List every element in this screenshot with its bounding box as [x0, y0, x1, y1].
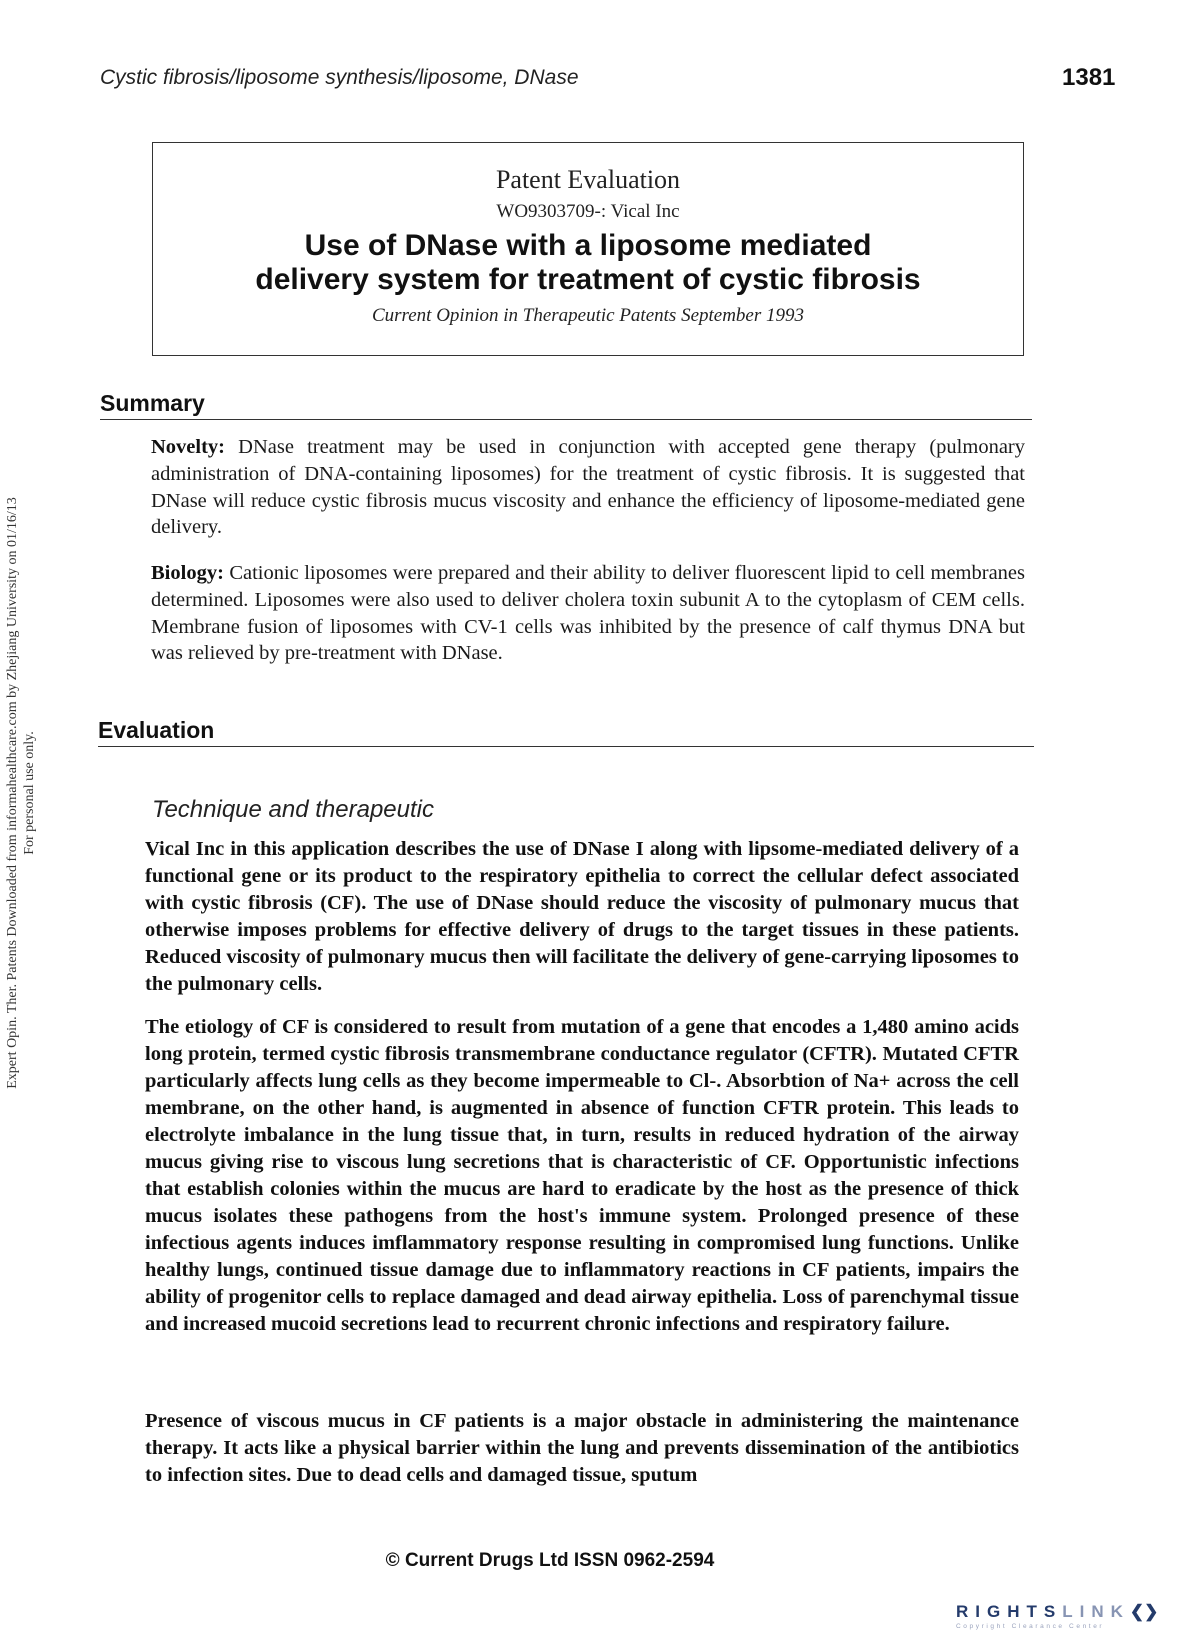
rightslink-wordmark: [956, 1602, 1178, 1622]
evaluation-paragraph-3: Presence of viscous mucus in CF patients is a major obstacle in administering the maintenance therapy. It acts like a physical barrier within the lung and prevents dissemination of the antibiotics to infection sites. Due to dead cells and damaged tissue, sputum: [145, 1410, 1019, 1486]
rightslink-logo: [956, 1602, 1178, 1640]
evaluation-paragraph-1: Vical Inc in this application describes the use of DNase I along with lipsome-mediated delivery of a functional gene or its product to the respiratory epithelia to correct the cellular defect associated with cystic fibrosis (CF). The use of DNase should reduce the viscosity of pulmonary mucus that otherwise imposes problems for effective delivery of drugs to the target tissues in these patients. Reduced viscosity of pulmonary mucus then will facilitate the delivery of gene-carrying liposomes to the pulmonary cells.: [145, 838, 1020, 995]
running-head: Cystic fibrosis/liposome synthesis/liposome, DNase: [100, 66, 579, 89]
novelty-label: Novelty:: [151, 436, 226, 458]
page-number: 1381: [1062, 64, 1116, 91]
technique-subheading: Technique and therapeutic: [152, 796, 434, 823]
box-label: Patent Evaluation: [495, 165, 681, 194]
rightslink-tagline: Copyright Clearance Center: [956, 1623, 1105, 1630]
download-side-note: [4, 393, 38, 1193]
side-note-line-2: For personal use only.: [22, 731, 37, 855]
article-title: [153, 229, 1023, 297]
article-title-line-2: delivery system for treatment of cystic fibrosis: [255, 263, 921, 296]
novelty-paragraph: [151, 434, 1025, 541]
copyright-footer: © Current Drugs Ltd ISSN 0962-2594: [385, 1550, 715, 1571]
source-citation: Current Opinion in Therapeutic Patents September 1993: [371, 305, 805, 326]
patent-evaluation-box: [152, 142, 1024, 356]
biology-label: Biology:: [151, 562, 224, 584]
article-title-line-1: Use of DNase with a liposome mediated: [304, 229, 872, 262]
summary-heading: Summary: [100, 390, 1032, 420]
evaluation-heading: Evaluation: [98, 717, 1034, 747]
biology-paragraph: [151, 560, 1025, 667]
biology-text: Cationic liposomes were prepared and their ability to deliver fluorescent lipid to cell membranes determined. Liposomes were also used to deliver cholera toxin subunit A to the cytoplasm of CEM cells. Membrane fusion of liposomes with CV-1 cells was inhibited by the presence of calf thymus DNA but was relieved by pre-treatment with DNase.: [151, 562, 1025, 665]
novelty-text: DNase treatment may be used in conjunction with accepted gene therapy (pulmonary administration of DNA-containing liposomes) for the treatment of cystic fibrosis. It is suggested that DNase will reduce cystic fibrosis mucus viscosity and enhance the efficiency of liposome-mediated gene delivery.: [151, 436, 1025, 539]
rightslink-arrow-icon: ❮❯: [1129, 1602, 1159, 1621]
patent-number: WO9303709-: Vical Inc: [496, 201, 680, 222]
side-note-line-1: Expert Opin. Ther. Patents Downloaded from informahealthcare.com by Zhejiang University on 01/16/13: [5, 497, 20, 1089]
rightslink-rights: RIGHTS: [956, 1602, 1063, 1621]
rightslink-link: LINK: [1062, 1602, 1130, 1621]
evaluation-paragraph-2: The etiology of CF is considered to result from mutation of a gene that encodes a 1,480 amino acids long protein, termed cystic fibrosis transmembrane conductance regulator (CFTR). Mutated CFTR particularly affects lung cells as they become impermeable to Cl-. Absorbtion of Na+ across the cell membrane, on the other hand, is augmented in absence of function CFTR protein. This leads to electrolyte imbalance in the lung tissue that, in turn, results in reduced hydration of the airway mucus giving rise to viscous lung secretions that is characteristic of CF. Opportunistic infections that establish colonies within the mucus are hard to eradicate by the host as the presence of thick mucus isolates these pathogens from the host's immune system. Prolonged presence of these infectious agents induces imflammatory response resulting in compromised lung functions. Unlike healthy lungs, continued tissue damage due to inflammatory reactions in CF patients, impairs the ability of progenitor cells to replace damaged and dead airway epithelia. Loss of parenchymal tissue and increased mucoid secretions lead to recurrent chronic infections and respiratory failure.: [145, 1016, 1019, 1335]
